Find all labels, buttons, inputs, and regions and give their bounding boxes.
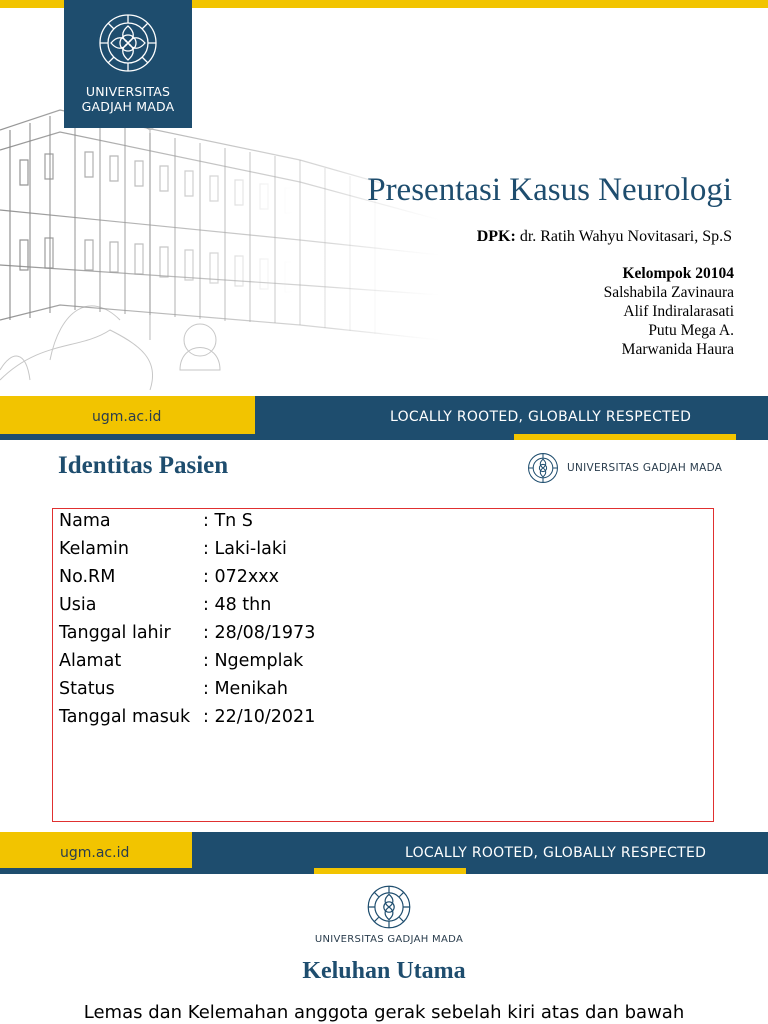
- identity-row: [59, 595, 271, 623]
- member-name: Salshabila Zavinaura: [603, 284, 734, 301]
- footer-band: [0, 396, 768, 438]
- member-name: Putu Mega A.: [648, 322, 734, 339]
- row-label: Alamat: [59, 651, 122, 671]
- dpk-label: DPK:: [476, 228, 516, 245]
- university-logo: [527, 450, 722, 486]
- university-name: UNIVERSITAS GADJAH MADA: [314, 934, 464, 945]
- row-value: : 22/10/2021: [203, 707, 316, 727]
- university-name: UNIVERSITAS GADJAH MADA: [567, 462, 723, 474]
- ugm-seal-icon: [97, 12, 159, 74]
- row-value: : 072xxx: [203, 567, 279, 587]
- patient-identity-slide: [0, 440, 768, 880]
- identity-row: [59, 707, 315, 735]
- group-members: [420, 264, 734, 359]
- slide-title: Keluhan Utama: [302, 958, 466, 984]
- slide-title: Identitas Pasien: [58, 452, 229, 479]
- group-number: Kelompok 20104: [622, 265, 734, 282]
- row-value: : 28/08/1973: [203, 623, 316, 643]
- footer-motto: LOCALLY ROOTED, GLOBALLY RESPECTED: [390, 409, 692, 425]
- university-logo: [64, 0, 192, 128]
- row-label: Nama: [59, 511, 111, 531]
- row-value: : Ngemplak: [203, 651, 304, 671]
- identity-row: [59, 539, 287, 567]
- row-label: No.RM: [59, 567, 116, 587]
- university-name-line2: GADJAH MADA: [81, 99, 175, 114]
- row-value: : Menikah: [203, 679, 288, 699]
- identity-row: [59, 679, 288, 707]
- row-label: Usia: [59, 595, 97, 615]
- dpk-name: dr. Ratih Wahyu Novitasari, Sp.S: [519, 228, 732, 245]
- footer-url[interactable]: ugm.ac.id: [60, 845, 130, 861]
- university-name-line1: UNIVERSITAS: [85, 84, 171, 99]
- supervisor-line: [300, 228, 732, 246]
- identity-row: [59, 651, 303, 679]
- row-value: : Tn S: [203, 511, 253, 531]
- member-name: Marwanida Haura: [621, 341, 734, 358]
- patient-identity-box: [52, 508, 714, 822]
- identity-row: [59, 511, 253, 539]
- presentation-title: Presentasi Kasus Neurologi: [367, 172, 732, 208]
- title-slide: [0, 0, 768, 440]
- footer-motto: LOCALLY ROOTED, GLOBALLY RESPECTED: [405, 845, 707, 861]
- footer-underline: [0, 868, 768, 874]
- row-label: Kelamin: [59, 539, 129, 559]
- row-label: Status: [59, 679, 115, 699]
- complaint-text: Lemas dan Kelemahan anggota gerak sebelah kiri atas dan bawah: [83, 1002, 685, 1023]
- ugm-seal-icon: [527, 452, 559, 484]
- row-label: Tanggal masuk: [59, 707, 191, 727]
- chief-complaint-slide: [0, 880, 768, 1024]
- identity-row: [59, 623, 315, 651]
- row-value: : Laki-laki: [203, 539, 287, 559]
- member-name: Alif Indiralarasati: [623, 303, 734, 320]
- footer-url[interactable]: ugm.ac.id: [92, 409, 162, 425]
- row-label: Tanggal lahir: [59, 623, 171, 643]
- ugm-seal-icon: [366, 884, 412, 930]
- row-value: : 48 thn: [203, 595, 272, 615]
- identity-row: [59, 567, 279, 595]
